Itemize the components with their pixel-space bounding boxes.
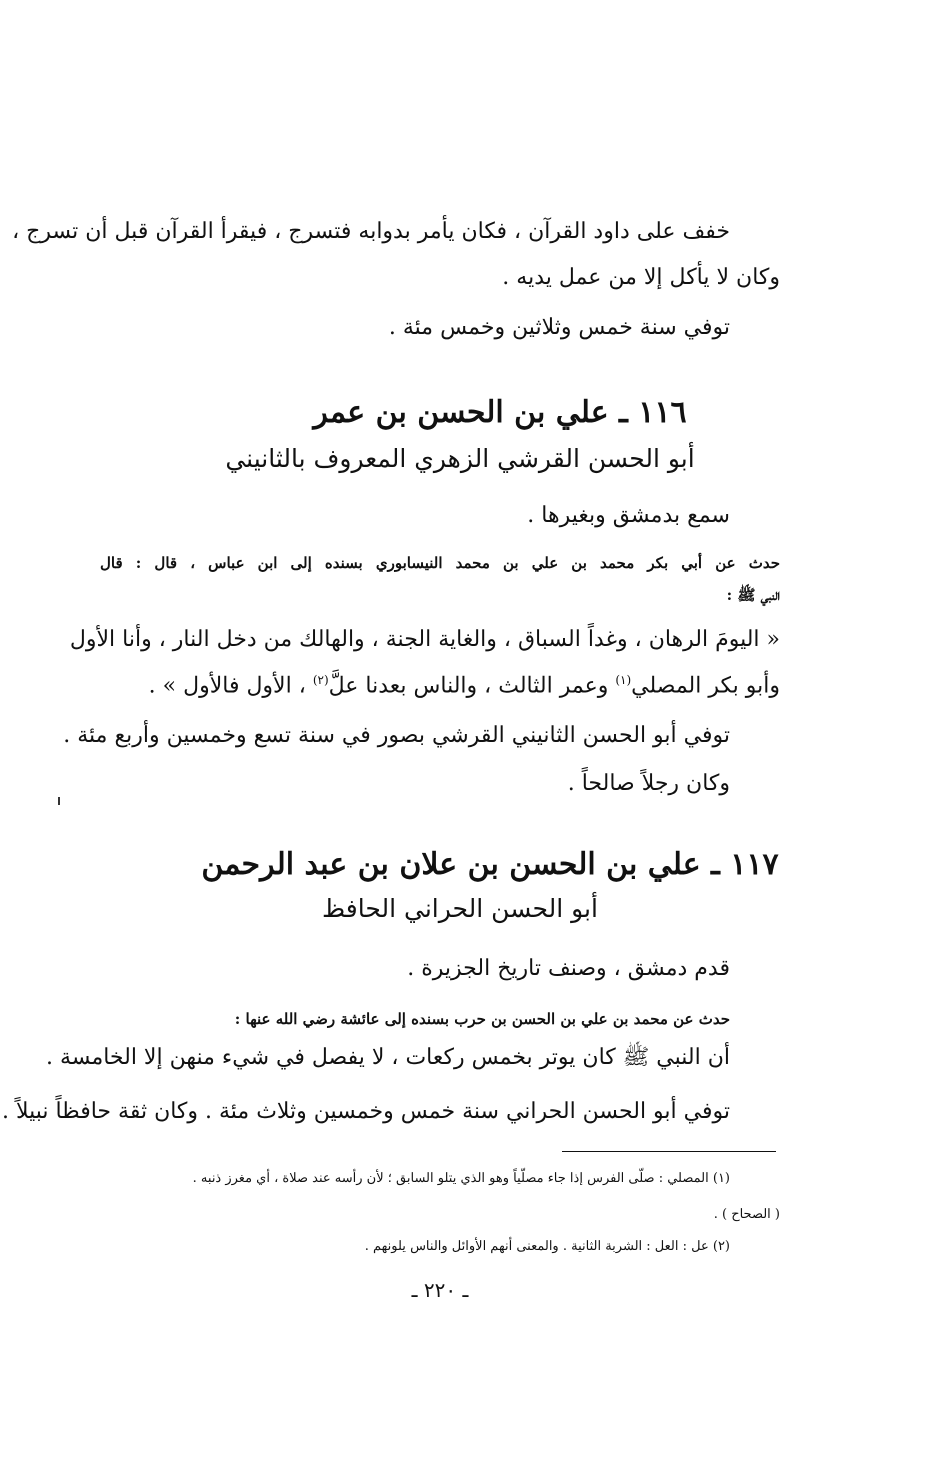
entry-116-title: ١١٦ ـ علي بن الحسن بن عمر xyxy=(313,395,687,430)
entry-117-arrived: قدم دمشق ، وصنف تاريخ الجزيرة . xyxy=(407,956,730,981)
intro-death: توفي سنة خمس وثلاثين وخمس مئة . xyxy=(388,315,730,340)
entry-117-hadith: أن النبي ﷺ كان يوتر بخمس ركعات ، لا يفصل في شيء منهن إلا الخامسة . xyxy=(46,1045,730,1070)
hadith-text-part-a: وأبو بكر المصلي xyxy=(631,673,780,699)
footnote-1-line-2: ( الصحاح ) . xyxy=(713,1207,780,1222)
footnote-2: (٢) عل : العل : الشربة الثانية . والمعنى أنهم الأوائل والناس يلونهم . xyxy=(364,1239,730,1254)
entry-116-isnad-line-2: النبي ﷺ : xyxy=(726,586,780,604)
entry-116-subtitle: أبو الحسن القرشي الزهري المعروف بالثانيني xyxy=(225,444,695,473)
footnote-1-line-1: (١) المصلي : صلّى الفرس إذا جاء مصلّياً وهو الذي يتلو السابق ؛ لأن رأسه عند صلاة ، أي مغرز ذنبه . xyxy=(192,1171,730,1186)
page-number: ـ ٢٢٠ ـ xyxy=(411,1278,469,1302)
entry-117-subtitle: أبو الحسن الحراني الحافظ xyxy=(322,894,598,923)
scan-speck xyxy=(58,797,60,805)
footnote-separator xyxy=(562,1151,776,1152)
entry-117-death: توفي أبو الحسن الحراني سنة خمس وخمسين وثلاث مئة . وكان ثقة حافظاً نبيلاً . xyxy=(1,1099,730,1124)
entry-116-hadith-line-2 xyxy=(100,664,780,702)
hadith-text-part-c: ، الأول فالأول » . xyxy=(148,673,313,699)
intro-line-2: وكان لا يأكل إلا من عمل يديه . xyxy=(502,265,780,290)
hadith-text-part-b: وعمر الثالث ، والناس بعدنا علَّ xyxy=(328,673,616,699)
entry-116-hadith-line-1: « اليومَ الرهان ، وغداً السباق ، والغاية الجنة ، والهالك من دخل النار ، وأنا الأول xyxy=(69,627,780,652)
entry-117-title: ١١٧ ـ علي بن الحسن بن علان بن عبد الرحمن xyxy=(201,847,779,882)
entry-117-isnad: حدث عن محمد بن علي بن الحسن بن حرب بسنده إلى عائشة رضي الله عنها : xyxy=(234,1010,730,1028)
entry-116-isnad-line-1: حدث عن أبي بكر محمد بن علي بن محمد النيسابوري بسنده إلى ابن عباس ، قال : قال xyxy=(100,554,780,572)
intro-line-1: خفف على داود القرآن ، فكان يأمر بدوابه فتسرج ، فيقرأ القرآن قبل أن تسرج ، xyxy=(12,219,730,244)
entry-116-note: وكان رجلاً صالحاً . xyxy=(567,771,730,796)
footnote-ref-1[interactable]: (١) xyxy=(615,673,632,687)
footnote-ref-2[interactable]: (٢) xyxy=(312,673,329,687)
entry-116-heard: سمع بدمشق وبغيرها . xyxy=(527,503,730,528)
entry-116-death: توفي أبو الحسن الثانيني القرشي بصور في سنة تسع وخمسين وأربع مئة . xyxy=(63,723,730,748)
